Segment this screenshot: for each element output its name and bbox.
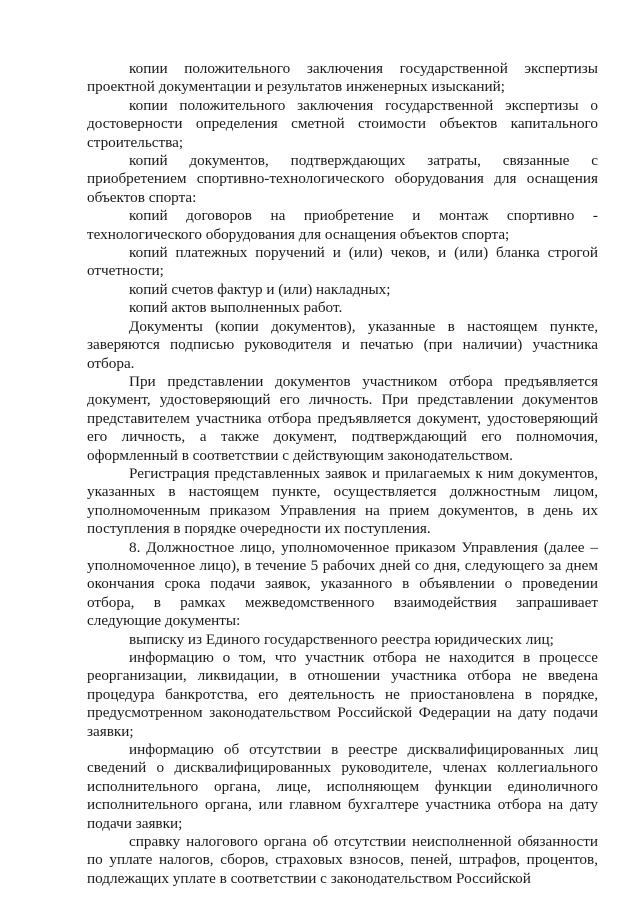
paragraph-3: копий документов, подтверждающих затраты, связанные с приобретением спортивно-технологического оборудования для оснащения объектов спорта: <box>87 152 598 206</box>
paragraph-2: копии положительного заключения государственной экспертизы о достоверности определения сметной стоимости объектов капитального строительства; <box>87 96 598 151</box>
paragraph-4: копий договоров на приобретение и монтаж спортивно - технологического оборудования для оснащения объектов спорта; <box>87 207 598 243</box>
paragraph-14: информацию об отсутствии в реестре дисквалифицированных лиц сведений о дисквалифицированных руководителе, членах коллегиального исполнительного органа, лице, исполняющем функции единоличного исполнительного органа, или главном бухгалтере участника отбора на дату подачи заявки; <box>87 741 598 832</box>
paragraph-9: При представлении документов участником отбора предъявляется документ, удостоверяющий его личность. При представлении документов представителем участника отбора предъявляется документ, удостоверяющий его личность, а также документ, подтверждающий его полномочия, оформленный в соответствии с действующим законодательством. <box>87 372 598 464</box>
paragraph-7: копий актов выполненных работ. <box>129 299 343 317</box>
paragraph-5: копий платежных поручений и (или) чеков, и (или) бланка строгой отчетности; <box>87 244 598 280</box>
paragraph-8: Документы (копии документов), указанные в настоящем пункте, заверяются подписью руководителя и печатью (при наличии) участника отбора. <box>87 317 598 372</box>
paragraph-6: копий счетов фактур и (или) накладных; <box>129 280 391 298</box>
paragraph-10: Регистрация представленных заявок и прилагаемых к ним документов, указанных в настоящем пункте, осуществляется должностным лицом, уполномоченным приказом Управления на прием документов, в день их поступления в порядке очередности их поступления. <box>87 464 598 538</box>
paragraph-1: копии положительного заключения государственной экспертизы проектной документации и результатов инженерных изысканий; <box>87 60 598 96</box>
paragraph-11: 8. Должностное лицо, уполномоченное приказом Управления (далее – уполномоченное лицо), в течение 5 рабочих дней со дня, следующего за днем окончания срока подачи заявок, указанного в объявлении о проведении отбора, в рамках межведомственного взаимодействия запрашивает следующие документы: <box>87 538 598 630</box>
paragraph-12: выписку из Единого государственного реестра юридических лиц; <box>129 630 554 648</box>
paragraph-15: справку налогового органа об отсутствии неисполненной обязанности по уплате налогов, сборов, страховых взносов, пеней, штрафов, процентов, подлежащих уплате в соответствии с законодательством Российской <box>87 833 598 887</box>
paragraph-13: информацию о том, что участник отбора не находится в процессе реорганизации, ликвидации, в отношении участника отбора не введена процедура банкротства, его деятельность не приостановлена в порядке, предусмотренном законодательством Российской Федерации на дату подачи заявки; <box>87 649 598 740</box>
